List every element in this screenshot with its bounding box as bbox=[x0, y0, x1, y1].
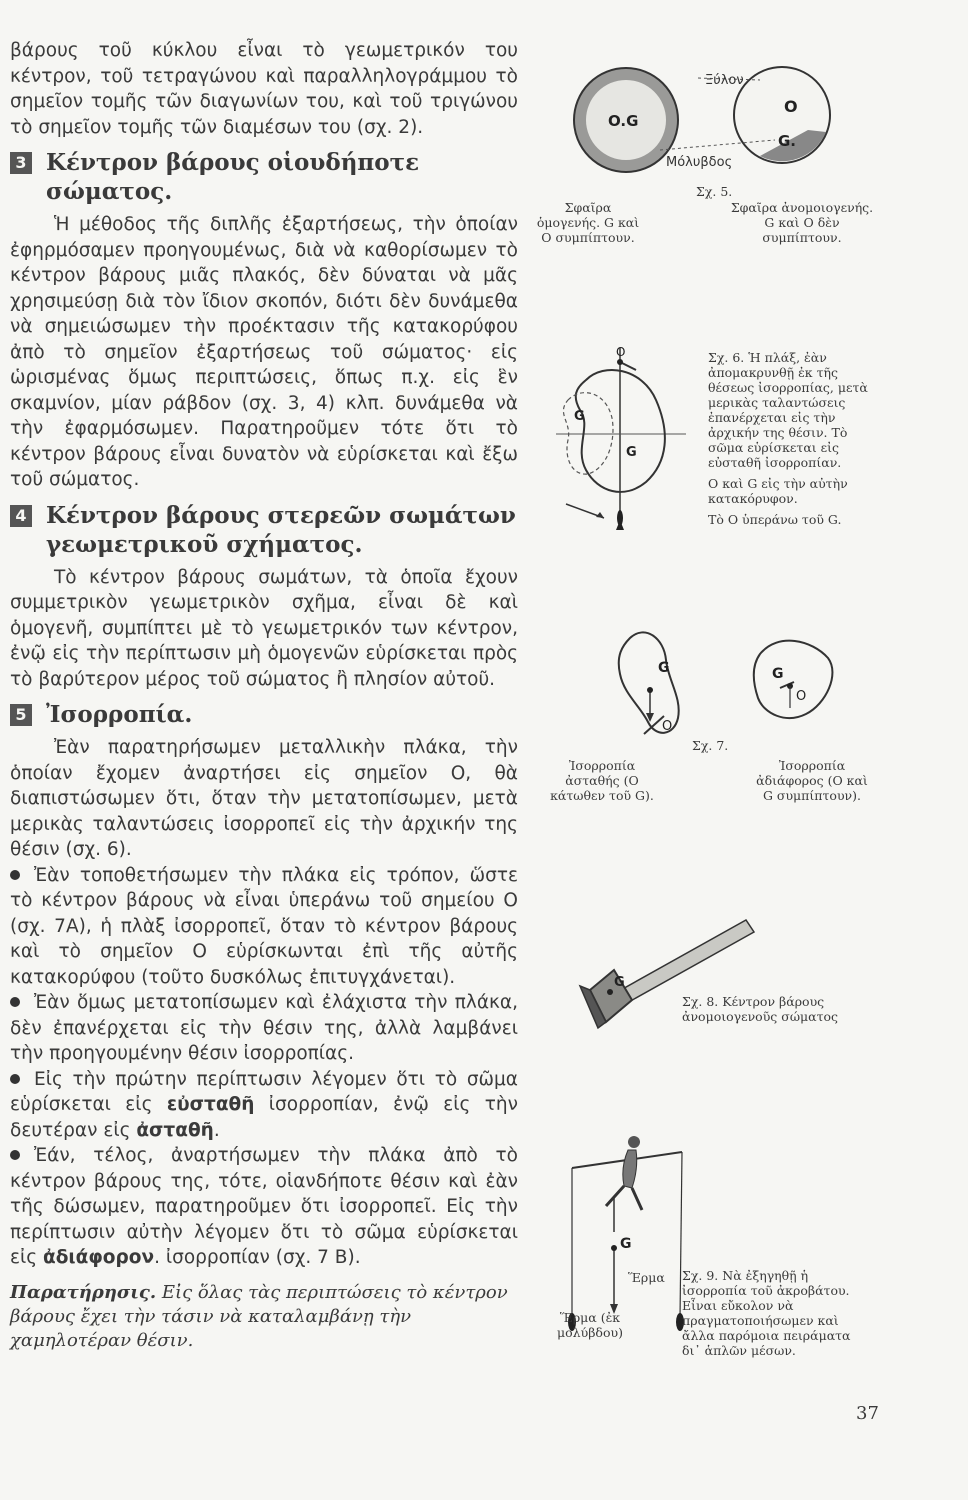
section-number-box: 4 bbox=[10, 505, 32, 527]
figure-9-acrobat bbox=[562, 1128, 692, 1338]
paragraph-geometric-bodies: Τὸ κέντρον βάρους σωμάτων, τὰ ὁποῖα ἔχουν συμμετρικὸν γεωμετρικὸν σχῆμα, εἶναι δὲ καὶ ὁμογενῆ, συμπίπτει μὲ τὸ γεωμετρικόν των κέντρον, ἐνῷ εἰς τὴν περίπτωσιν μὴ ὁμογενῶν εὑρίσκεται πρὸς τὸ βαρύτερον μέρος τοῦ σώματος ἢ πλησίον αὐτοῦ. bbox=[10, 566, 518, 690]
bullet-text: Ἐὰν τοποθετήσωμεν τὴν πλάκα εἰς τρόπον, ὥστε τὸ κέντρον βάρους νὰ εἶναι ὑπεράνω τοῦ σημείου Ο (σχ. 7Α), ἡ πλὰξ ἰσορροπεῖ, ὅταν τὸ κέντρον βάρους καὶ τὸ σημεῖον Ο εὑρίσκωνται ἐπὶ τῆς αὐτῆς κατακορύφου (τοῦτο δυσκόλως ἐπιτυγχάνεται). bbox=[10, 864, 518, 988]
label-g: G bbox=[772, 666, 784, 682]
figure-6-caption: Σχ. 6. Ἡ πλάξ, ἐὰν ἀπομακρυνθῇ ἐκ τῆς θέσεως ἰσορροπίας, μετὰ μερικὰς ταλαντώσεις ἐπανέρχεται εἰς τὴν ἀρχικήν της θέσιν. Τὸ σῶμα εὑρίσκεται εἰς εὐσταθῆ ἰσορροπίαν. bbox=[708, 350, 868, 470]
figure-6-caption-3: Τὸ Ο ὑπεράνω τοῦ G. bbox=[708, 512, 842, 527]
label-g: G bbox=[658, 660, 670, 676]
bullet-paragraph bbox=[10, 863, 518, 991]
label-g: G. bbox=[778, 132, 797, 150]
label-o: O bbox=[662, 719, 673, 734]
label-o: O bbox=[784, 97, 798, 116]
figure-7-number: Σχ. 7. bbox=[692, 738, 729, 753]
label-g: G bbox=[614, 975, 625, 990]
section-3-heading bbox=[10, 148, 518, 206]
bullet-paragraph bbox=[10, 1067, 518, 1144]
bullet-text: Ἐάν, τέλος, ἀναρτήσωμεν τὴν πλάκα ἀπὸ τὸ κέντρον βάρους της, τότε, οἱανδήποτε θέσιν καὶ ἐὰν τῆς δώσωμεν, παρατηροῦμεν ὅτι ἰσορροπεῖ. Εἰς τὴν περίπτωσιν αὐτὴν λέγομεν ὅτι τὸ σῶμα εὑρίσκεται εἰς bbox=[10, 1145, 518, 1268]
paragraph-continued: βάρους τοῦ κύκλου εἶναι τὸ γεωμετρικόν του κέντρον, τοῦ τετραγώνου καὶ παραλληλογράμμου τὸ σημεῖον τομῆς τῶν διαγωνίων του, καὶ τοῦ τριγώνου τὸ σημεῖον τομῆς τῶν διαμέσων του (σχ. 2). bbox=[10, 40, 518, 138]
main-text-column bbox=[10, 38, 518, 1371]
bullet-text: . ἰσορροπίαν (σχ. 7 Β). bbox=[154, 1247, 361, 1268]
figure-5-right-caption: Σφαῖρα ἀνομοιογενής. G καὶ Ο δὲν συμπίπτουν. bbox=[730, 200, 874, 245]
figure-9-caption: Σχ. 9. Νὰ ἐξηγηθῇ ἡ ἰσορροπία τοῦ ἀκροβάτου. Εἶναι εὔκολον νὰ πραγματοποιήσωμεν καὶ ἄλλα παρόμοια πειράματα δι᾽ ἁπλῶν μέσων. bbox=[682, 1268, 851, 1358]
figure-6-plate bbox=[546, 340, 696, 540]
ballast-label: Ἕρμα bbox=[628, 1270, 665, 1285]
bullet-icon bbox=[10, 870, 20, 880]
section-number-box: 3 bbox=[10, 152, 32, 174]
bullet-icon bbox=[10, 1074, 20, 1084]
bullet-text: Εἰς τὴν πρώτην περίπτωσιν λέγομεν ὅτι τὸ σῶμα εὑρίσκεται εἰς bbox=[10, 1068, 518, 1115]
label-g2: G bbox=[626, 445, 637, 460]
figure-7-right-caption: Ἰσορροπία ἀδιάφορος (Ο καὶ G συμπίπτουν). bbox=[756, 758, 868, 803]
section-title: Κέντρον βάρους οἱουδήποτε σώματος. bbox=[46, 149, 420, 205]
bold-term-neutral: ἀδιάφορον bbox=[43, 1247, 155, 1268]
figure-5-number: Σχ. 5. bbox=[696, 184, 733, 199]
figure-6-caption-2: Ο καὶ G εἰς τὴν αὐτὴν κατακόρυφον. bbox=[708, 476, 848, 506]
figure-7-equilibrium bbox=[600, 618, 840, 748]
figure-5-left-caption: Σφαῖρα ὁμογενής. G καὶ Ο συμπίπτουν. bbox=[536, 200, 640, 245]
bold-term-unstable: ἀσταθῆ bbox=[136, 1119, 214, 1141]
remark-label: Παρατήρησις. bbox=[10, 1281, 157, 1303]
bold-term-stable: εὐσταθῆ bbox=[166, 1094, 255, 1115]
page-number: 37 bbox=[856, 1403, 879, 1424]
bullet-text: . bbox=[213, 1119, 220, 1141]
label-o: O bbox=[616, 345, 626, 359]
bullet-text: Ἐὰν ὅμως μετατοπίσωμεν καὶ ἐλάχιστα τὴν πλάκα, δὲν ἐπανέρχεται εἰς τὴν θέσιν της, ἀλλὰ λαμβάνει τὴν προηγουμένην θέσιν ἰσορροπίας. bbox=[10, 992, 518, 1064]
bullet-icon bbox=[10, 1150, 20, 1160]
bullet-paragraph bbox=[10, 990, 518, 1067]
label-g1: G bbox=[574, 409, 585, 424]
section-4-heading bbox=[10, 501, 518, 559]
paragraph-equilibrium: Ἐὰν παρατηρήσωμεν μεταλλικὴν πλάκα, τὴν ὁποίαν ἔχομεν ἀναρτήσει εἰς σημεῖον Ο, θὰ διαπιστώσωμεν ὅτι, ὅταν τὴν μετατοπίσωμεν, μετὰ μερικὰς ταλαντώσεις ἰσορροπεῖ εἰς τὴν ἀρχικήν της θέσιν (σχ. 6). bbox=[10, 737, 518, 860]
section-title: Ἰσορροπία. bbox=[46, 701, 193, 728]
figure-7-left-caption: Ἰσορροπία ἀσταθής (Ο κάτωθεν τοῦ G). bbox=[550, 758, 654, 803]
bullet-icon bbox=[10, 997, 20, 1007]
paragraph-double-suspension: Ἡ μέθοδος τῆς διπλῆς ἐξαρτήσεως, τὴν ὁποίαν ἐφηρμόσαμεν προηγουμένως, διὰ νὰ καθορίσωμεν τὸ κέντρον βάρους μιᾶς πλακός, δὲν δύναται νὰ μᾶς χρησιμεύσῃ διὰ τὸν ἴδιον σκοπόν, διότι δὲν δυνάμεθα νὰ σημειώσωμεν τὴν προέκτασιν τῆς κατακορύφου ἀπὸ τὸ σημεῖον ἐξαρτήσεως τοῦ σώματος· εἰς ὡρισμένας ὅμως περιπτώσεις, ὅπως π.χ. εἰς ἓν σκαμνίον, μίαν ράβδον (σχ. 3, 4) κλπ. δυνάμεθα νὰ τὴν ἐφαρμόσωμεν. Παρατηροῦμεν τότε ὅτι τὸ κέντρον βάρους εἶναι δυνατὸν νὰ εὑρίσκεται καὶ ἔξω τοῦ σώματος. bbox=[10, 214, 518, 490]
section-number-box: 5 bbox=[10, 704, 32, 726]
label-o: O bbox=[796, 689, 807, 704]
section-title: Κέντρον βάρους στερεῶν σωμάτων γεωμετρικοῦ σχήματος. bbox=[46, 501, 516, 558]
label-g: G bbox=[620, 1236, 632, 1252]
label-og: O.G bbox=[608, 112, 639, 130]
figure-8-hammer bbox=[570, 900, 760, 1050]
remark-paragraph bbox=[10, 1281, 518, 1353]
label-wood: Ξύλον bbox=[705, 73, 744, 88]
bullet-paragraph bbox=[10, 1143, 518, 1271]
remark-text: Εἰς ὅλας τὰς περιπτώσεις τὸ κέντρον βάρους ἔχει τὴν τάσιν νὰ καταλαμβάνῃ τὴν χαμηλοτέραν θέσιν. bbox=[10, 1281, 508, 1351]
figure-8-caption: Σχ. 8. Κέντρον βάρους ἀνομοιογενοῦς σώματος bbox=[682, 994, 839, 1024]
bullet-text: ἰσορροπίαν, ἐνῷ εἰς τὴν δευτέραν εἰς bbox=[10, 1094, 518, 1141]
label-lead: Μόλυβδος bbox=[666, 155, 733, 170]
figure-5-spheres bbox=[570, 60, 870, 180]
ballast-lead-label: Ἕρμα (ἐκ μολύβδου) bbox=[557, 1310, 623, 1340]
section-5-heading bbox=[10, 700, 518, 729]
